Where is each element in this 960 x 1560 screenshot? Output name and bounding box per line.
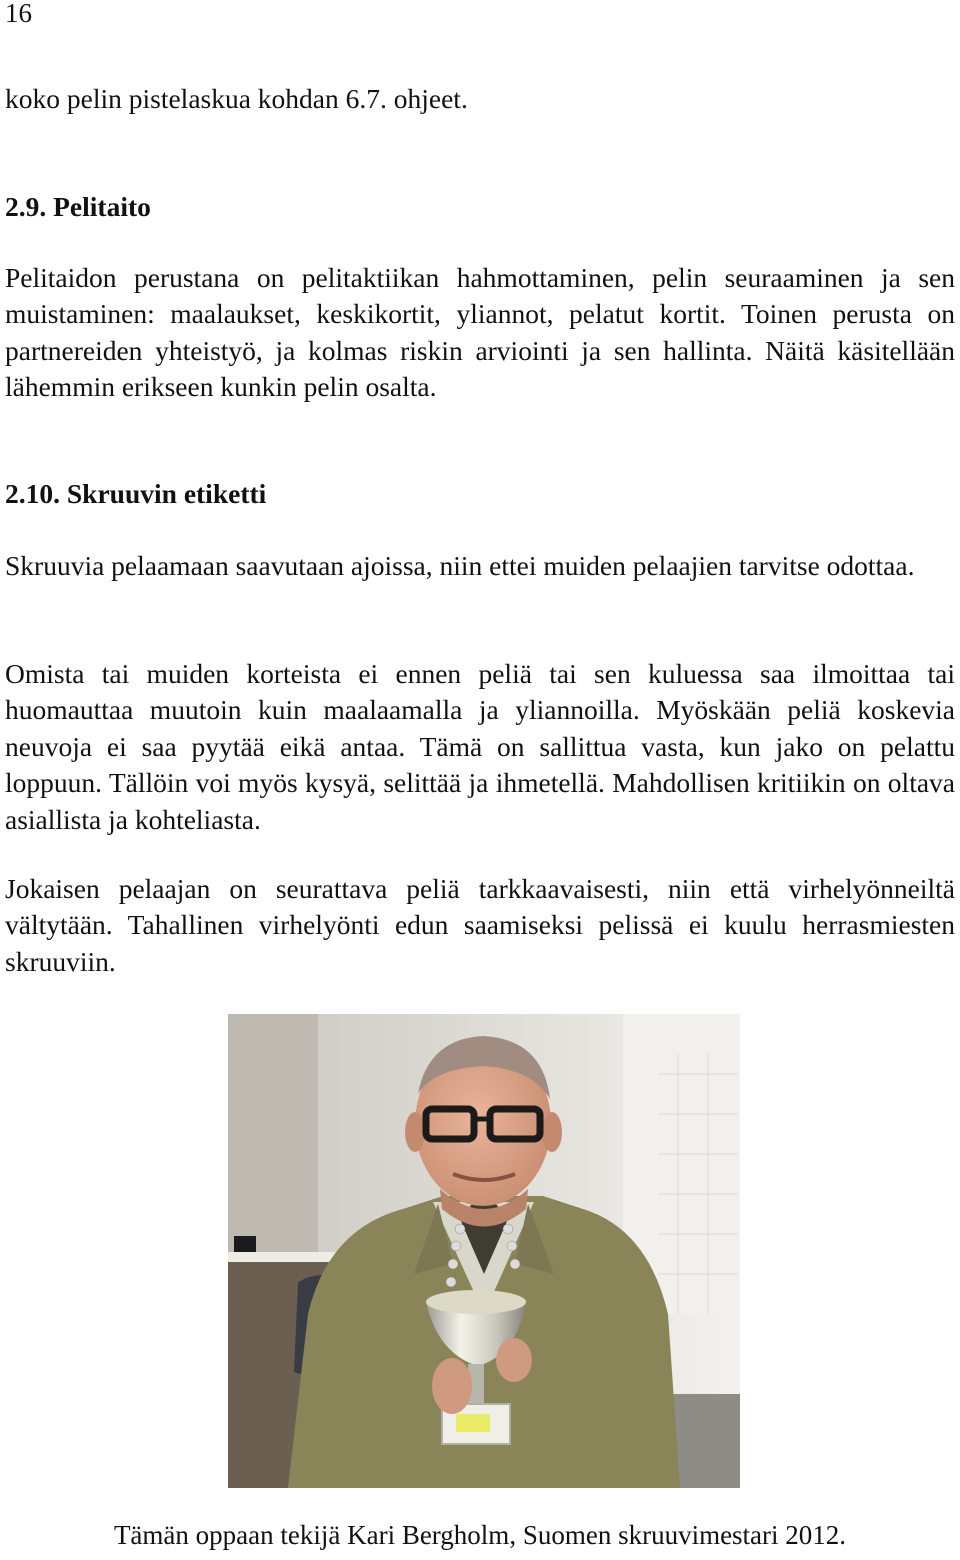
section-heading-pelitaito: 2.9. Pelitaito [5,191,151,222]
paragraph-etiketti-2: Omista tai muiden korteista ei ennen peliä tai sen kuluessa saa ilmoittaa tai huomauttaa muutoin kuin maalaamalla ja yliannoilla. Myöskään peliä koskevia neuvoja ei saa pyytää eikä antaa. Tämä on sallittua vasta, kun jako on pelattu loppuun. Tällöin voi myös kysyä, selittää ja ihmetellä. Mahdollisen kritiikin on oltava asiallista ja kohteliasta. [5,658,955,835]
portrait-photo [228,1014,740,1488]
page-number: 16 [5,0,32,28]
paragraph-pelitaito: Pelitaidon perustana on pelitaktiikan hahmottaminen, pelin seuraaminen ja sen muistaminen: maalaukset, keskikortit, yliannot, pelatut kortit. Toinen perusta on partnereiden yhteistyö, ja kolmas riskin arviointi ja sen hallinta. Näitä käsitellään lähemmin erikseen kunkin pelin osalta. [5,262,955,403]
section-heading-etiketti: 2.10. Skruuvin etiketti [5,478,267,509]
paragraph-etiketti-1: Skruuvia pelaamaan saavutaan ajoissa, niin ettei muiden pelaajien tarvitse odottaa. [5,550,915,581]
intro-line: koko pelin pistelaskua kohdan 6.7. ohjeet. [5,83,468,114]
paragraph-etiketti-3: Jokaisen pelaajan on seurattava peliä tarkkaavaisesti, niin että virhelyönneiltä vältytään. Tahallinen virhelyönti edun saamiseksi pelissä ei kuulu herrasmiesten skruuviin. [5,873,955,977]
photo-caption: Tämän oppaan tekijä Kari Bergholm, Suomen skruuvimestari 2012. [113,1520,847,1550]
